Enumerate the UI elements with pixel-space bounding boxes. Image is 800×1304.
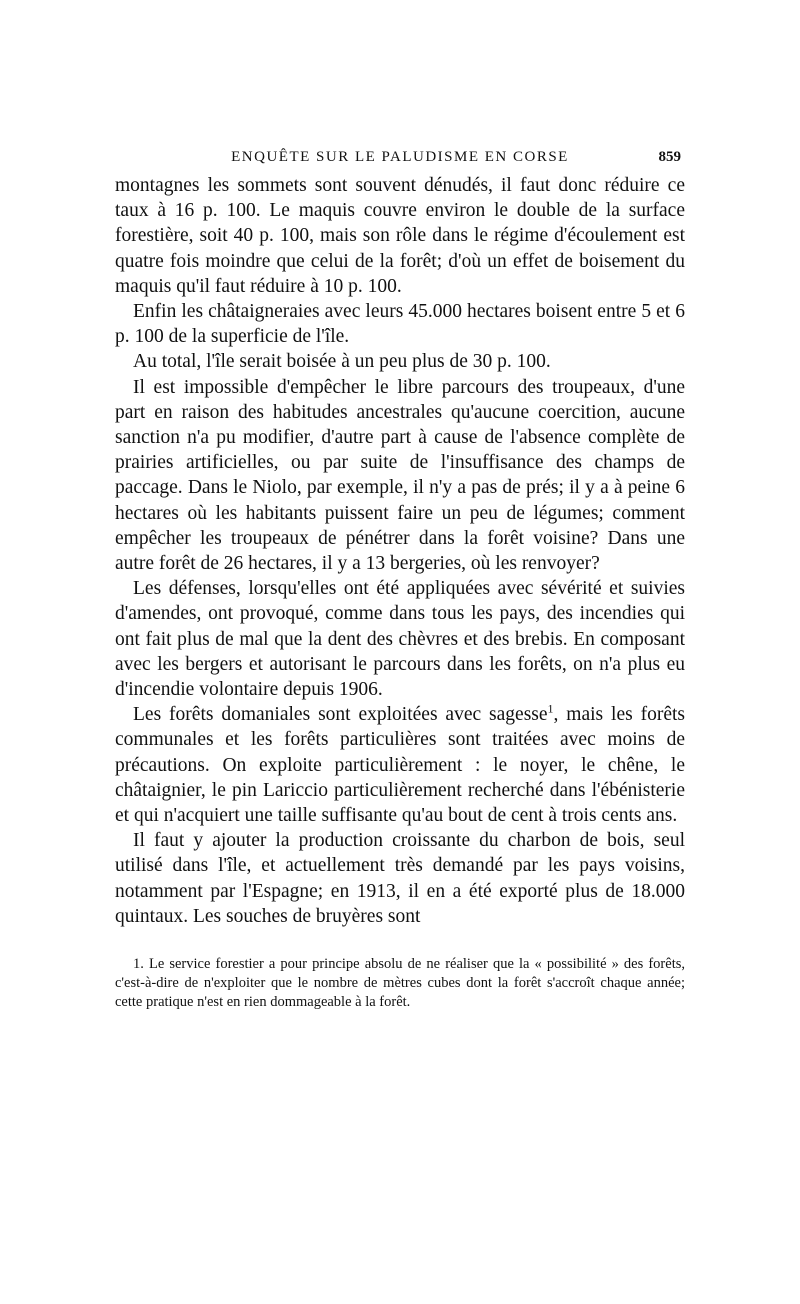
footnotes bbox=[115, 955, 685, 1012]
paragraph-charbon: Il faut y ajouter la production croissante du charbon de bois, seul utilisé dans l'île, et actuellement très demandé par les pays voisins, notamment par l'Espagne; en 1913, il en a été exporté plus de 18.000 quintaux. Les souches de bruyères sont bbox=[115, 830, 685, 927]
paragraph-forets-start: Les forêts domaniales sont exploitées avec sagesse bbox=[133, 704, 548, 726]
paragraph-continuation: montagnes les sommets sont souvent dénudés, il faut donc réduire ce taux à 16 p. 100. Le maquis couvre environ le double de la surface forestière, soit 40 p. 100, mais son rôle dans le régime d'écoulement est quatre fois moindre que celui de la forêt; d'où un effet de boisement du maquis qu'il faut réduire à 10 p. 100. bbox=[115, 175, 685, 297]
paragraph-troupeaux: Il est impossible d'empêcher le libre parcours des troupeaux, d'une part en raison des habitudes ancestrales qu'aucune coercition, aucune sanction n'a pu modifier, d'autre part à cause de l'absence complète de prairies artificielles, ou par suite de l'insuffisance des champs de paccage. Dans le Niolo, par exemple, il n'y a pas de prés; il y a à peine 6 hectares où les habitants puissent faire un peu de légumes; comment empêcher les troupeaux de pénétrer dans la forêt voisine? Dans une autre forêt de 26 hectares, il y a 13 bergeries, où les renvoyer? bbox=[115, 376, 685, 575]
paragraph-total: Au total, l'île serait boisée à un peu plus de 30 p. 100. bbox=[133, 351, 551, 373]
paragraph-forets-end: , mais les forêts communales et les forêts particulières sont traitées avec moins de précautions. On exploite particulièrement : le noyer, le chêne, le châtaignier, le pin Lariccio particulièrement recherché dans l'ébénisterie et qui n'acquiert une taille suffisante qu'au bout de cent à trois cents ans. bbox=[115, 704, 685, 827]
body-text bbox=[115, 173, 685, 929]
footnote bbox=[115, 955, 685, 1012]
paragraph-forets bbox=[115, 702, 685, 828]
footnote-reference: 1 bbox=[547, 701, 554, 716]
running-head bbox=[115, 145, 685, 173]
paragraph-chataigneraies: Enfin les châtaigneraies avec leurs 45.000 hectares boisent entre 5 et 6 p. 100 de la superficie de l'île. bbox=[115, 301, 685, 348]
document-page bbox=[115, 145, 685, 1012]
running-title: ENQUÊTE SUR LE PALUDISME EN CORSE bbox=[231, 149, 569, 165]
footnote-text: Le service forestier a pour principe absolu de ne réaliser que la « possibilité » des forêts, c'est-à-dire de n'exploiter que le nombre de mètres cubes dont la forêt s'accroît chaque année; cette pratique n'est en rien dommageable à la forêt. bbox=[115, 956, 685, 1011]
page-number: 859 bbox=[658, 149, 681, 165]
footnote-marker: 1. bbox=[133, 956, 144, 973]
paragraph-defenses: Les défenses, lorsqu'elles ont été appliquées avec sévérité et suivies d'amendes, ont provoqué, comme dans tous les pays, des incendies qui ont fait plus de mal que la dent des chèvres et des brebis. En composant avec les bergers et autorisant le parcours dans les forêts, on n'a plus eu d'incendie volontaire depuis 1906. bbox=[115, 578, 685, 701]
